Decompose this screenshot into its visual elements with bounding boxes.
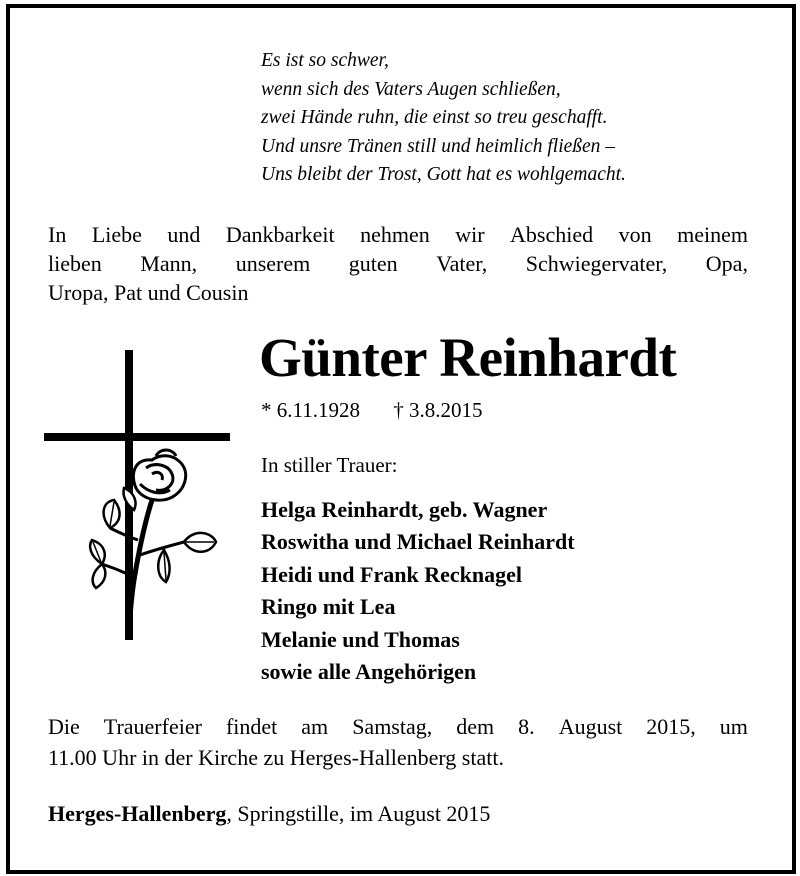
mourner: Roswitha und Michael Reinhardt [261, 529, 575, 555]
word: Opa, [705, 251, 748, 276]
cross-with-rose-icon [44, 350, 230, 640]
word: wir [455, 222, 485, 247]
word: und [167, 222, 201, 247]
mourner: Heidi und Frank Recknagel [261, 561, 522, 587]
birth-date: * 6.11.1928 [261, 398, 360, 422]
poem-line: wenn sich des Vaters Augen schließen, [261, 78, 561, 100]
word: dem [456, 714, 495, 739]
word: Mann, [140, 251, 198, 276]
mourner: Melanie und Thomas [261, 626, 460, 652]
word: Abschied [510, 222, 594, 247]
intro-line-3: Uropa, Pat und Cousin [48, 280, 249, 305]
word: 2015, [646, 714, 696, 739]
mourner: Ringo mit Lea [261, 594, 396, 620]
rose-bloom [133, 450, 185, 500]
word: nehmen [360, 222, 430, 247]
mourner: sowie alle Angehörigen [261, 659, 477, 685]
word: August [558, 714, 623, 739]
intro-line-2 [48, 249, 748, 278]
word: Samstag, [352, 714, 433, 739]
word: findet [225, 714, 278, 739]
word: Dankbarkeit [225, 222, 335, 247]
word: meinem [677, 222, 748, 247]
poem-line: Und unsre Tränen still und heimlich fließen – [261, 135, 616, 157]
word: lieben [48, 251, 102, 276]
poem-line: Uns bleibt der Trost, Gott hat es wohlgemacht. [261, 164, 626, 185]
mourners-list [261, 494, 575, 688]
deceased-name: Günter Reinhardt [259, 327, 677, 388]
life-dates [261, 398, 482, 423]
place-rest: , Springstille, im August 2015 [226, 801, 491, 826]
word: von [618, 222, 652, 247]
word: 8. [518, 714, 535, 739]
word: um [719, 714, 748, 739]
word: Liebe [91, 222, 142, 247]
memorial-poem [261, 47, 626, 190]
word: guten [348, 251, 398, 276]
death-date: † 3.8.2015 [393, 398, 483, 422]
word: am [301, 714, 329, 739]
place-and-date [48, 801, 490, 827]
poem-line: zwei Hände ruhn, die einst so treu geschafft. [261, 107, 608, 128]
word: Die [48, 714, 80, 739]
funeral-info [48, 711, 748, 773]
intro-line-1 [48, 220, 748, 249]
poem-line: Es ist so schwer, [261, 50, 389, 71]
word: Trauerfeier [103, 714, 202, 739]
funeral-line-2: 11.00 Uhr in der Kirche zu Herges-Hallenberg statt. [48, 745, 504, 770]
word: In [48, 222, 67, 247]
mourner: Helga Reinhardt, geb. Wagner [261, 497, 548, 522]
cross-horizontal-beam [44, 433, 230, 441]
town-name: Herges-Hallenberg [48, 801, 227, 826]
funeral-line-1 [48, 711, 748, 742]
word: unserem [235, 251, 311, 276]
word: Schwiegervater, [525, 251, 668, 276]
intro-text [48, 220, 748, 307]
mourning-label: In stiller Trauer: [261, 453, 398, 477]
word: Vater, [436, 251, 488, 276]
